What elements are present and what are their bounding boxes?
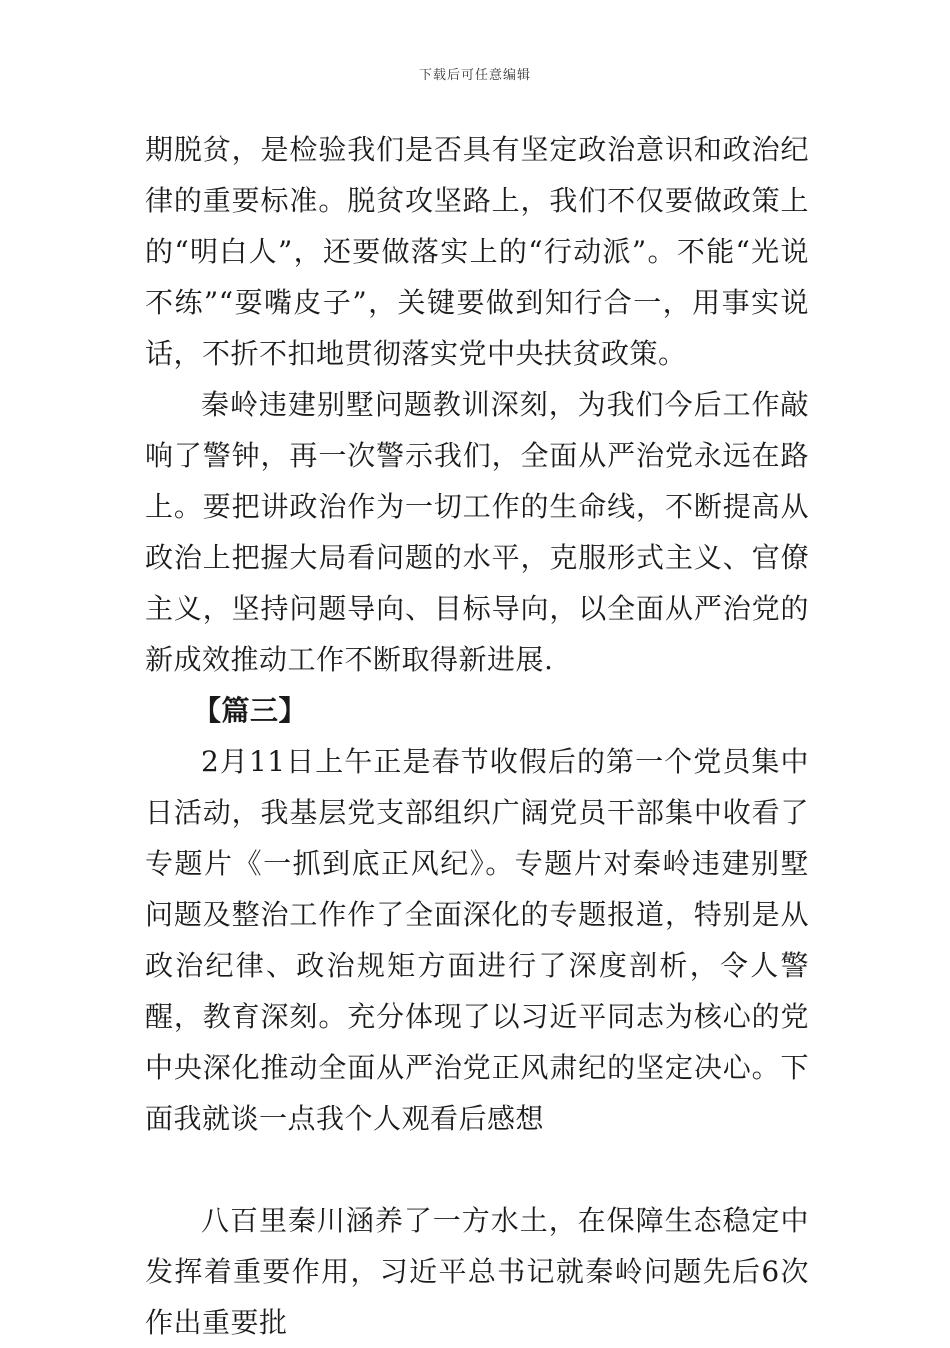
section-title: 【篇三】 [193,694,308,727]
paragraph-qinchuan: 八百里秦川涵养了一方水土，在保障生态稳定中发挥着重要作用，习近平总书记就秦岭问题先后6次作出重要批 [145,1204,809,1339]
paragraph-qinling-lesson: 秦岭违建别墅问题教训深刻，为我们今后工作敲响了警钟，再一次警示我们，全面从严治党永远在路上。要把讲政治作为一切工作的生命线，不断提高从政治上把握大局看问题的水平，克服形式主义、官僚主义，坚持问题导向、目标导向，以全面从严治党的新成效推动工作不断取得新进展. [145,388,809,676]
document-body [145,124,809,1348]
page-header: 下载后可任意编辑 [418,68,531,83]
blank-line [145,1144,809,1195]
paragraph-continuation: 期脱贫，是检验我们是否具有坚定政治意识和政治纪律的重要标准。脱贫攻坚路上，我们不仅要做政策上的“明白人”，还要做落实上的“行动派”。不能“光说不练”“耍嘴皮子”，关键要做到知行合一，用事实说话，不折不扣地贯彻落实党中央扶贫政策。 [145,133,809,370]
paragraph-party-day: 2月11日上午正是春节收假后的第一个党员集中日活动，我基层党支部组织广阔党员干部集中收看了专题片《一抓到底正风纪》。专题片对秦岭违建别墅问题及整治工作作了全面深化的专题报道，特别是从政治纪律、政治规矩方面进行了深度剖析，令人警醒，教育深刻。充分体现了以习近平同志为核心的党中央深化推动全面从严治党正风肃纪的坚定决心。下面我就谈一点我个人观看后感想 [145,745,809,1135]
